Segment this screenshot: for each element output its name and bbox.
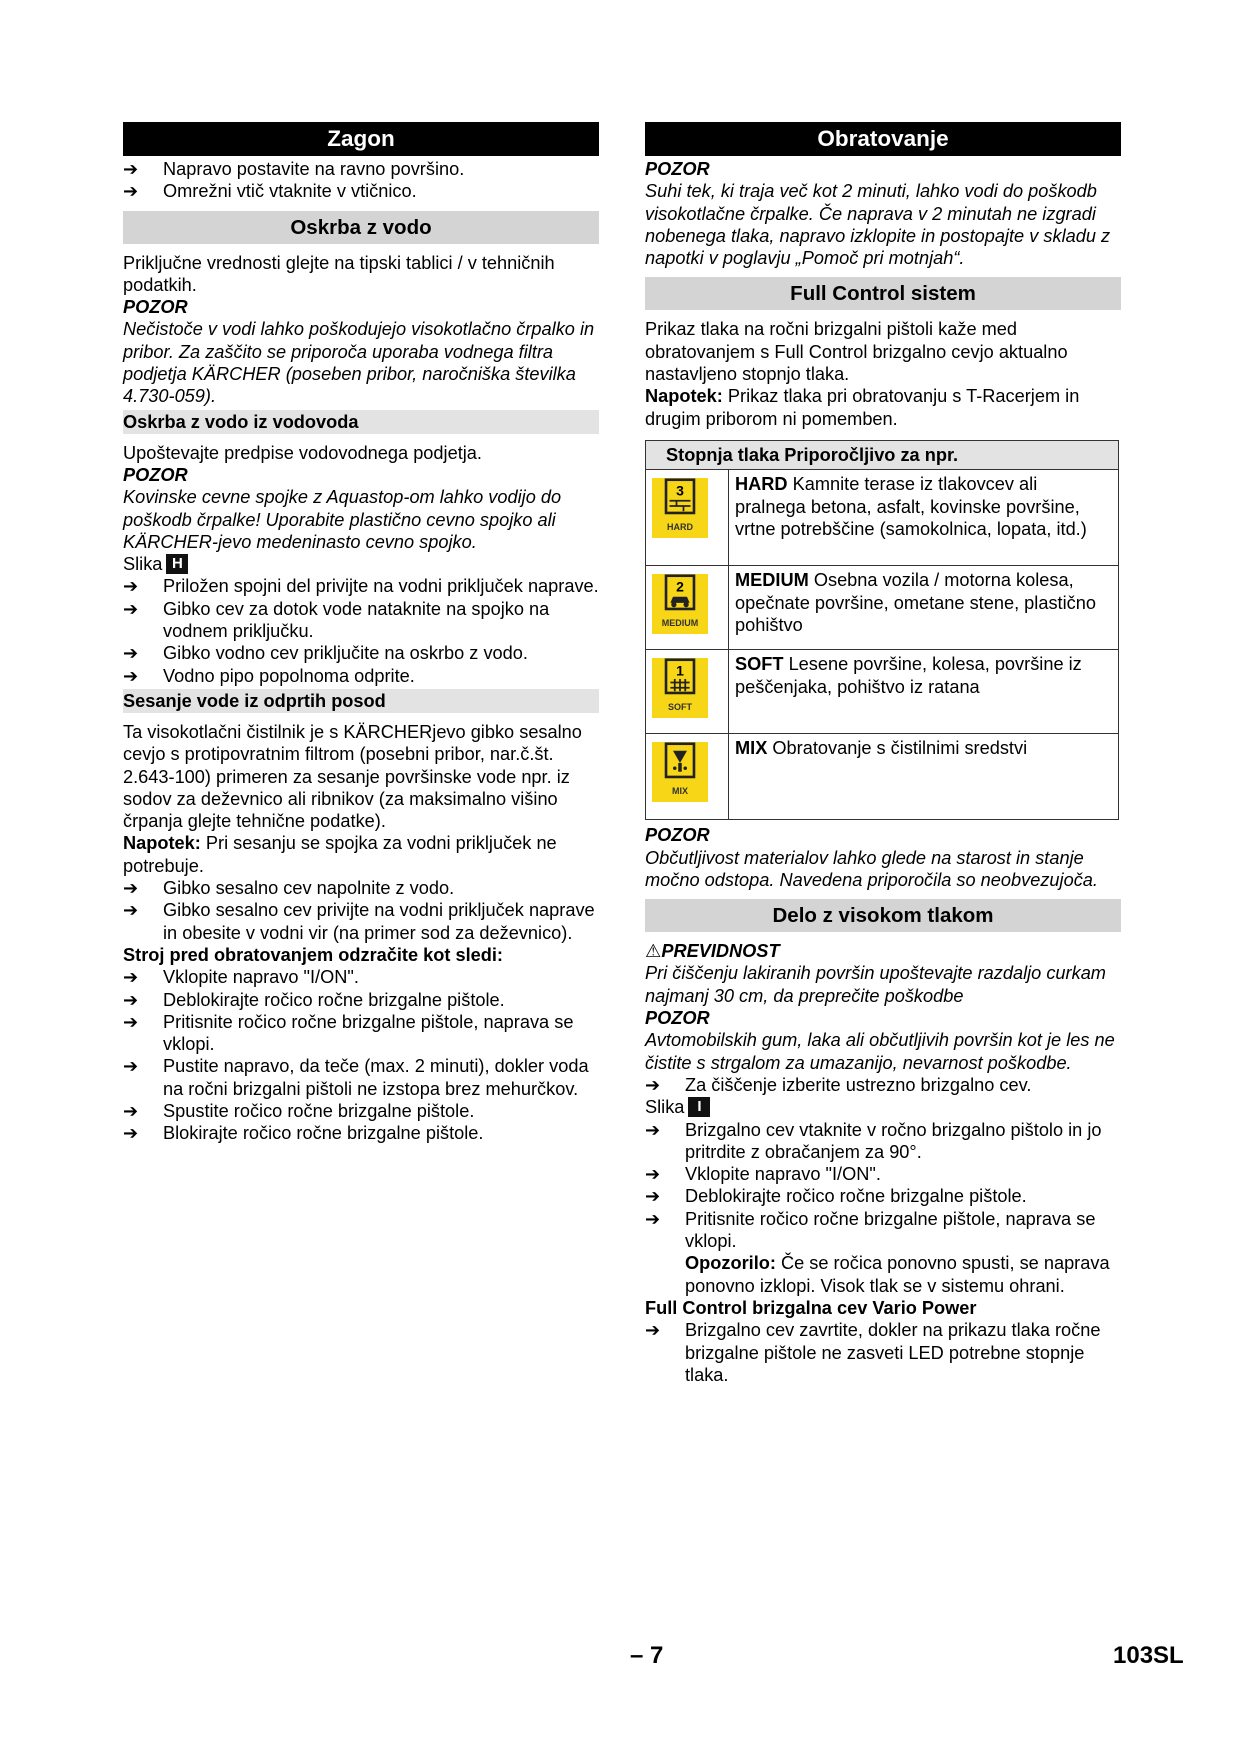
arrow-right-icon: ➔ [123,665,139,686]
list-item: ➔ Deblokirajte ročico ročne brizgalne pištole. [645,1186,1027,1207]
medium-pressure-icon: 2 MEDIUM [652,574,708,634]
pozor-text: Avtomobilskih gum, laka ali občutljivih površin kot je les ne čistite s strgalom za umazanijo, nevarnost poškodbe. [645,1030,1115,1073]
heading-obratovanje: Obratovanje [645,122,1121,156]
heading-oskrba-iz-vodovoda: Oskrba z vodo iz vodovoda [123,410,599,434]
figure-reference: Slika H [123,553,599,575]
list-item: ➔ Deblokirajte ročico ročne brizgalne pištole. [123,989,505,1010]
arrow-right-icon: ➔ [123,576,139,597]
table-row: MIX MIX Obratovanje s čistilnimi sredstvi [646,734,1119,820]
svg-text:3: 3 [676,482,684,499]
arrow-right-icon: ➔ [645,1208,661,1229]
subheading-odzracite: Stroj pred obratovanjem odzračite kot sledi: [123,944,503,965]
list-item: ➔ Za čiščenje izberite ustrezno brizgalno cev. [645,1074,1032,1095]
right-column [645,122,1121,1386]
arrow-right-icon: ➔ [123,159,139,179]
left-column [123,122,599,1145]
arrow-right-icon: ➔ [645,1074,661,1095]
paragraph: Ta visokotlačni čistilnik je s KÄRCHERjevo gibko sesalno cevjo s protipovratnim filtrom (posebni pribor, nar.č.št. 2.643-100) primeren za sesanje površinske vode npr. iz sodov za deževnico ali ribnikov (za maksimalno višino črpanja glejte tehnične podatke). [123,721,582,832]
heading-oskrba-z-vodo: Oskrba z vodo [123,211,599,244]
arrow-right-icon: ➔ [123,1011,139,1032]
list-item: ➔ Pritisnite ročico ročne brizgalne pištole, naprava se vklopi. [123,1011,574,1055]
pozor-text: Občutljivost materialov lahko glede na starost in stanje močno odstopa. Navedena priporočila so neobvezujoča. [645,847,1098,890]
napotek: Napotek: Pri sesanju se spojka za vodni priključek ne potrebuje. [123,833,557,876]
hard-pressure-icon: 3 HARD [652,478,708,538]
paragraph: Prikaz tlaka na ročni brizgalni pištoli kaže med obratovanjem s Full Control brizgalno cevjo aktualno nastavljeno stopnjo tlaka. [645,319,1068,385]
list-item: ➔ Brizgalno cev vtaknite v ročno brizgalno pištolo in jo pritrdite z obračanjem za 90°. [645,1119,1102,1162]
mix-detergent-icon: MIX [652,742,708,802]
pozor-label: POZOR [645,1008,710,1029]
arrow-right-icon: ➔ [123,643,139,664]
pozor-text: Suhi tek, ki traja več kot 2 minuti, lahko vodi do poškodb visokotlačne črpalke. Če naprava v 2 minutah ne izgradi nobenega tlaka, napravo izklopite in postopajte v skladu z napotki v poglavju „Pomoč pri motnjah“. [645,181,1111,269]
svg-text:1: 1 [676,662,684,679]
table-row: 3 HARD HARD Kamnite terase iz tlakovcev ali pralnega betona, asfalt, kovinske površine, vrtne potrebščine (samokolnica, lopata, itd.) [646,470,1119,566]
pozor-label: POZOR [645,825,710,846]
pozor-label: POZOR [123,297,188,318]
arrow-right-icon: ➔ [123,989,139,1010]
arrow-right-icon: ➔ [123,900,139,921]
arrow-right-icon: ➔ [123,1056,139,1077]
list-item: ➔ Omrežni vtič vtaknite v vtičnico. [123,181,417,202]
arrow-right-icon: ➔ [123,598,139,619]
list-item: ➔ Gibko vodno cev priključite na oskrbo z vodo. [123,643,528,664]
list-item: ➔ Pritisnite ročico ročne brizgalne pištole, naprava se vklopi. [645,1208,1096,1252]
list-item: ➔ Blokirajte ročico ročne brizgalne pištole. [123,1123,484,1144]
heading-sesanje: Sesanje vode iz odprtih posod [123,689,599,713]
pozor-label: POZOR [123,464,188,485]
list-item: ➔ Vodno pipo popolnoma odprite. [123,665,415,686]
table-header: Stopnja tlaka Priporočljivo za npr. [646,440,1119,469]
page-number: – 7 [630,1642,664,1669]
heading-delo-visok-tlak: Delo z visokom tlakom [645,899,1121,932]
pozor-label: POZOR [645,159,710,179]
figure-letter-badge: I [688,1097,710,1117]
figure-letter-badge: H [166,554,188,574]
arrow-right-icon: ➔ [123,878,139,899]
list-item: ➔ Spustite ročico ročne brizgalne pištole. [123,1100,475,1121]
heading-zagon: Zagon [123,122,599,156]
paragraph: Upoštevajte predpise vodovodnega podjetja. [123,442,482,463]
paragraph: Priključne vrednosti glejte na tipski tablici / v tehničnih podatkih. [123,252,555,295]
pressure-level-table [645,440,1119,820]
pozor-text: Nečistoče v vodi lahko poškodujejo visokotlačno črpalko in pribor. Za zaščito se priporoča uporaba vodnega filtra podjetja KÄRCHER (poseben pribor, naročniška številka 4.730-059). [123,319,595,407]
list-item: ➔ Gibko cev za dotok vode nataknite na spojko na vodnem priključku. [123,598,550,642]
list-item: ➔ Priložen spojni del privijte na vodni priključek naprave. [123,576,599,597]
arrow-right-icon: ➔ [123,1123,139,1144]
table-row: 1 SOFT SOFT Lesene površine, kolesa, površine iz peščenjaka, pohištvo iz ratana [646,650,1119,734]
list-item: ➔ Brizgalno cev zavrtite, dokler na prikazu tlaka ročne brizgalne pištole ne zasveti LED potrebne stopnje tlaka. [645,1320,1101,1385]
document-code: 103SL [1113,1642,1184,1669]
arrow-right-icon: ➔ [645,1320,661,1341]
list-item: ➔ Pustite napravo, da teče (max. 2 minuti), dokler voda na ročni brizgalni pištoli ne izstopa brez mehurčkov. [123,1056,589,1099]
arrow-right-icon: ➔ [123,967,139,988]
arrow-right-icon: ➔ [645,1119,661,1140]
list-item: ➔ Vklopite napravo "I/ON". [645,1164,881,1185]
figure-reference: Slika I [645,1096,1121,1118]
arrow-right-icon: ➔ [645,1186,661,1207]
subheading-vario-power: Full Control brizgalna cev Vario Power [645,1297,977,1318]
heading-full-control: Full Control sistem [645,277,1121,310]
previdnost-label: ⚠PREVIDNOST [645,941,780,962]
arrow-right-icon: ➔ [123,1100,139,1121]
list-item: ➔ Vklopite napravo "I/ON". [123,967,359,988]
list-item: ➔ Gibko sesalno cev privijte na vodni priključek naprave in obesite v vodni vir (na primer sod za deževnico). [123,900,595,943]
soft-pressure-icon: 1 SOFT [652,658,708,718]
svg-text:2: 2 [676,578,684,595]
previdnost-text: Pri čiščenju lakiranih površin upoštevajte razdaljo curkam najmanj 30 cm, da preprečite poškodbe [645,963,1106,1006]
arrow-right-icon: ➔ [123,181,139,202]
list-item: ➔ Napravo postavite na ravno površino. [123,159,465,179]
napotek: Napotek: Prikaz tlaka pri obratovanju s T-Racerjem in drugim priborom ni pomemben. [645,386,1080,429]
table-row: 2 MEDIUM MEDIUM Osebna vozila / motorna kolesa, opečnate površine, ometane stene, plastično pohištvo [646,566,1119,650]
opozorilo: Opozorilo: Če se ročica ponovno spusti, se naprava ponovno izklopi. Visok tlak se v sistemu ohrani. [685,1253,1110,1296]
arrow-right-icon: ➔ [645,1164,661,1185]
list-item: ➔ Gibko sesalno cev napolnite z vodo. [123,878,455,899]
warning-triangle-icon: ⚠ [645,941,662,962]
pozor-text: Kovinske cevne spojke z Aquastop-om lahko vodijo do poškodb črpalke! Uporabite plastično cevno spojko ali KÄRCHER-jevo medeninasto cevno spojko. [123,487,562,552]
